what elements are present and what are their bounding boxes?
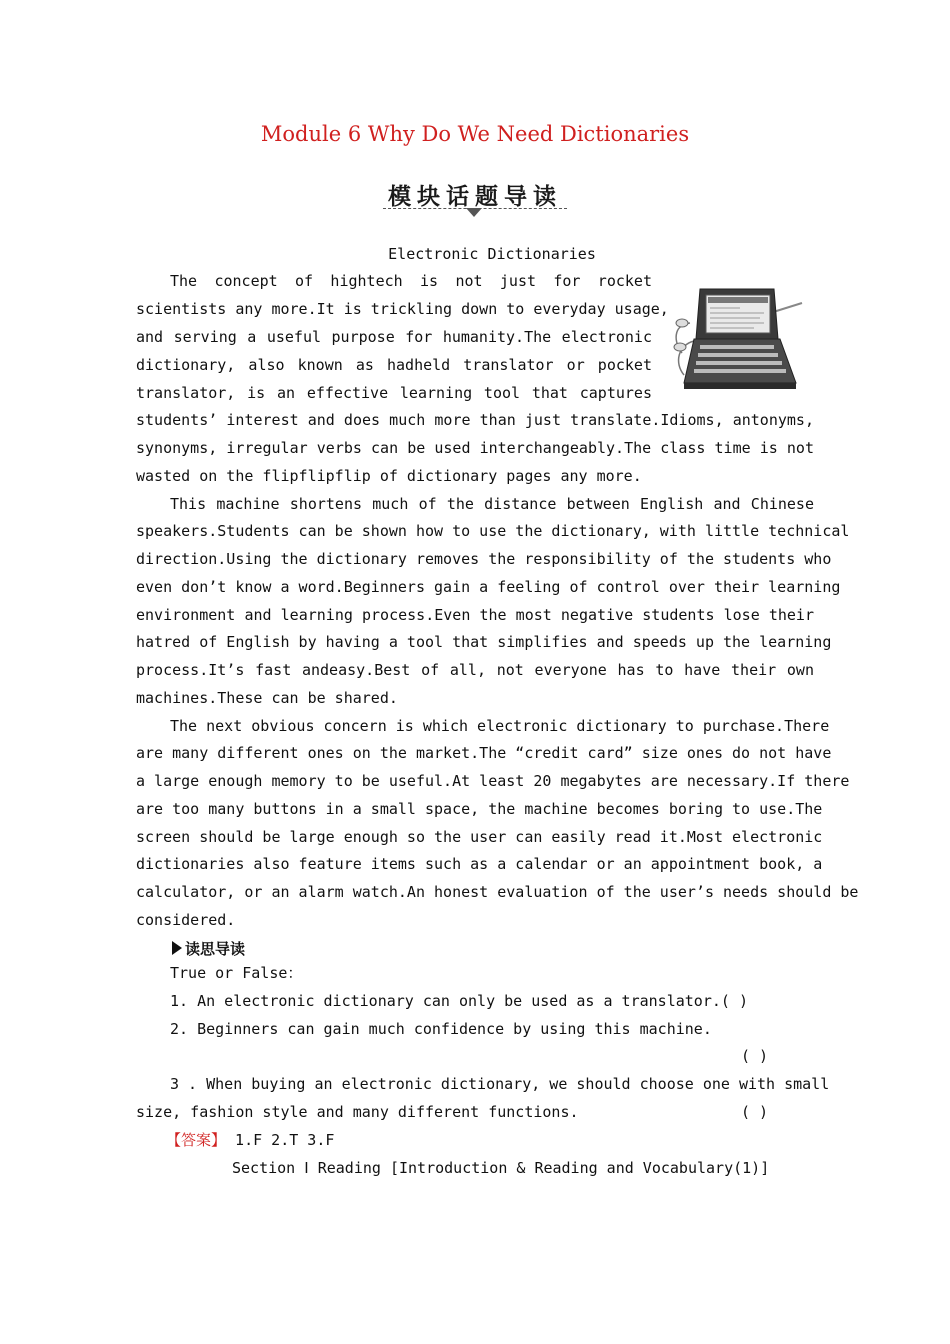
question-2: 2. Beginners can gain much confidence by using this machine. (170, 1020, 712, 1038)
question-2-blank: ( ) (741, 1047, 769, 1065)
paragraph-2-line-1: This machine shortens much of the distance between English and Chinese (170, 495, 814, 513)
answer-text: 1.F 2.T 3.F (226, 1131, 335, 1149)
paragraph-3-line-3: a large enough memory to be useful.At least 20 megabytes are necessary.If there (136, 772, 850, 790)
think-read-label: 读思导读 (172, 938, 245, 956)
paragraph-1-line-7: synonyms, irregular verbs can be used interchangeably.The class time is not (136, 439, 814, 457)
exercise-instruction: True or False： (170, 964, 303, 982)
paragraph-1-line-4: dictionary, also known as hadheld translator or pocket (136, 356, 652, 374)
paragraph-3-line-5: screen should be large enough so the user can easily read it.Most electronic (136, 828, 823, 846)
paragraph-2-line-2: speakers.Students can be shown how to use the dictionary, with little technical (136, 522, 850, 540)
paragraph-3-line-4: are too many buttons in a small space, the machine becomes boring to use.The (136, 800, 823, 818)
paragraph-2-line-8: machines.These can be shared. (136, 689, 398, 707)
paragraph-1-line-2: scientists any more.It is trickling down to everyday usage, (136, 300, 669, 318)
answer-tag: 【答案】 (166, 1131, 227, 1149)
question-3-line-2: size, fashion style and many different functions. (136, 1103, 579, 1121)
paragraph-1-line-8: wasted on the flipflipflip of dictionary pages any more. (136, 467, 642, 485)
paragraph-3-line-2: are many different ones on the market.The “credit card” size ones do not have (136, 744, 832, 762)
question-3-blank: ( ) (741, 1103, 769, 1121)
paragraph-3-line-7: calculator, or an alarm watch.An honest evaluation of the user’s needs should be (136, 883, 859, 901)
paragraph-1-line-3: and serving a useful purpose for humanity.The electronic (136, 328, 652, 346)
paragraph-2-line-6: hatred of English by having a tool that simplifies and speeds up the learning (136, 633, 832, 651)
section-banner: 模块话题导读 (383, 178, 567, 209)
paragraph-1-line-1: The concept of hightech is not just for rocket (170, 272, 652, 290)
section-heading: Section Ⅰ Reading [Introduction & Reading and Vocabulary(1)] (232, 1159, 770, 1177)
play-triangle-icon (172, 941, 182, 955)
paragraph-1-line-5: translator, is an effective learning tool that captures (136, 384, 652, 402)
electronic-dictionary-image (670, 283, 806, 393)
paragraph-3-line-8: considered. (136, 911, 236, 929)
module-title: Module 6 Why Do We Need Dictionaries (260, 122, 690, 146)
paragraph-2-line-5: environment and learning process.Even the most negative students lose their (136, 606, 814, 624)
paragraph-3-line-1: The next obvious concern is which electronic dictionary to purchase.There (170, 717, 830, 735)
paragraph-3-line-6: dictionaries also feature items such as a calendar or an appointment book, a (136, 855, 823, 873)
paragraph-1-line-6: students’ interest and does much more than just translate.Idioms, antonyms, (136, 411, 814, 429)
paragraph-2-line-7: process.It’s fast andeasy.Best of all, not everyone has to have their own (136, 661, 814, 679)
question-1: 1. An electronic dictionary can only be used as a translator.( ) (170, 992, 748, 1010)
article-title: Electronic Dictionaries (388, 245, 596, 263)
answer-line (166, 1130, 334, 1150)
banner-arrow-icon (466, 208, 482, 217)
question-3-line-1: 3 . When buying an electronic dictionary, we should choose one with small (170, 1075, 830, 1093)
paragraph-2-line-3: direction.Using the dictionary removes the responsibility of the students who (136, 550, 832, 568)
paragraph-2-line-4: even don’t know a word.Beginners gain a feeling of control over their learning (136, 578, 841, 596)
